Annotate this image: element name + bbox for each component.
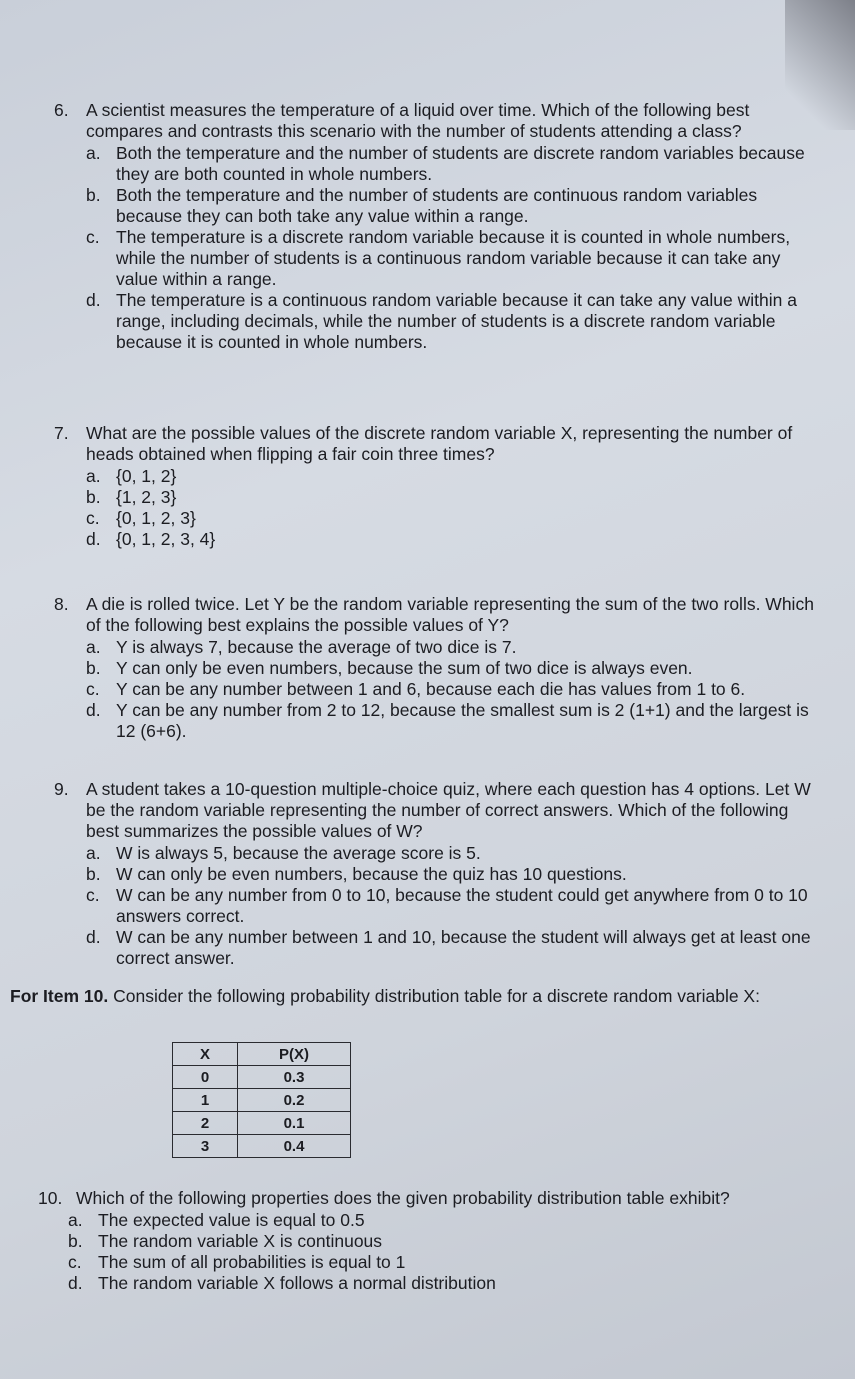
column-header-x: X	[173, 1043, 238, 1066]
table-cell-x: 0	[173, 1066, 238, 1089]
option-letter: d.	[68, 1273, 83, 1293]
question-8	[54, 594, 824, 742]
option-letter: c.	[86, 227, 100, 247]
question-text: What are the possible values of the discrete random variable X, representing the number of heads obtained when flipping a fair coin three times?	[86, 423, 793, 464]
option-text: Y can be any number from 2 to 12, because the smallest sum is 2 (1+1) and the largest is 12 (6+6).	[116, 700, 809, 741]
option-letter: b.	[86, 864, 101, 884]
option-b	[86, 658, 824, 679]
option-text: Y is always 7, because the average of two dice is 7.	[116, 637, 517, 657]
option-a	[86, 143, 824, 185]
option-text: The temperature is a continuous random variable because it can take any value within a range, including decimals, while the number of students is a discrete random variable because it is counted in whole numbers.	[116, 290, 797, 352]
option-text: Y can be any number between 1 and 6, because each die has values from 1 to 6.	[116, 679, 746, 699]
question-text: A student takes a 10-question multiple-choice quiz, where each question has 4 options. Let W be the random variable representing the number of correct answers. Which of the following best summarizes the possible values of W?	[86, 779, 811, 841]
instruction-label: For Item 10.	[10, 986, 109, 1006]
option-letter: d.	[86, 529, 101, 549]
question-number: 10.	[38, 1188, 63, 1208]
question-text: A die is rolled twice. Let Y be the random variable representing the sum of the two rolls. Which of the following best explains the possible values of Y?	[86, 594, 814, 635]
column-header-px: P(X)	[238, 1043, 351, 1066]
table-header-row	[173, 1043, 351, 1066]
question-text: Which of the following properties does the given probability distribution table exhibit?	[76, 1188, 730, 1208]
option-a	[86, 637, 824, 658]
option-letter: d.	[86, 700, 101, 720]
option-c	[86, 227, 824, 290]
option-letter: d.	[86, 927, 101, 947]
table-row	[173, 1135, 351, 1158]
option-text: W can only be even numbers, because the quiz has 10 questions.	[116, 864, 627, 884]
option-letter: a.	[86, 843, 101, 863]
table-row	[173, 1089, 351, 1112]
option-c	[86, 885, 824, 927]
option-text: {0, 1, 2, 3}	[116, 508, 196, 528]
question-text: A scientist measures the temperature of a liquid over time. Which of the following best compares and contrasts this scenario with the number of students attending a class?	[86, 100, 750, 141]
table-cell-x: 1	[173, 1089, 238, 1112]
probability-distribution-table	[172, 1042, 351, 1158]
option-a	[68, 1210, 828, 1231]
option-text: {1, 2, 3}	[116, 487, 177, 507]
question-10	[38, 1188, 828, 1294]
option-text: W can be any number from 0 to 10, because the student could get anywhere from 0 to 10 answers correct.	[116, 885, 808, 926]
option-text: W can be any number between 1 and 10, because the student will always get at least one correct answer.	[116, 927, 811, 968]
table-row	[173, 1066, 351, 1089]
option-letter: c.	[86, 679, 100, 699]
option-letter: a.	[86, 466, 101, 486]
item-10-instructions	[10, 986, 780, 1007]
option-c	[86, 679, 824, 700]
option-a	[86, 843, 824, 864]
option-c	[68, 1252, 828, 1273]
table-cell-x: 3	[173, 1135, 238, 1158]
option-letter: d.	[86, 290, 101, 310]
option-letter: a.	[68, 1210, 83, 1230]
option-letter: b.	[86, 658, 101, 678]
question-number: 6.	[54, 100, 69, 120]
table-cell-px: 0.4	[238, 1135, 351, 1158]
option-d	[86, 927, 824, 969]
option-letter: b.	[86, 487, 101, 507]
table-cell-px: 0.3	[238, 1066, 351, 1089]
option-text: {0, 1, 2}	[116, 466, 177, 486]
option-b	[86, 487, 824, 508]
option-b	[86, 185, 824, 227]
question-6	[54, 100, 824, 353]
option-letter: a.	[86, 143, 101, 163]
option-text: Y can only be even numbers, because the sum of two dice is always even.	[116, 658, 693, 678]
option-letter: c.	[86, 885, 100, 905]
table-cell-px: 0.2	[238, 1089, 351, 1112]
question-number: 8.	[54, 594, 69, 614]
option-text: W is always 5, because the average score is 5.	[116, 843, 481, 863]
question-number: 9.	[54, 779, 69, 799]
table-cell-px: 0.1	[238, 1112, 351, 1135]
question-9	[54, 779, 824, 969]
option-letter: b.	[68, 1231, 83, 1251]
option-d	[68, 1273, 828, 1294]
option-d	[86, 700, 824, 742]
option-text: The expected value is equal to 0.5	[98, 1210, 365, 1230]
option-d	[86, 529, 824, 550]
option-letter: a.	[86, 637, 101, 657]
option-d	[86, 290, 824, 353]
question-7	[54, 423, 824, 550]
option-letter: c.	[68, 1252, 82, 1272]
option-text: The random variable X is continuous	[98, 1231, 383, 1251]
question-number: 7.	[54, 423, 69, 443]
table-row	[173, 1112, 351, 1135]
option-text: Both the temperature and the number of students are continuous random variables because they can both take any value within a range.	[116, 185, 758, 226]
option-a	[86, 466, 824, 487]
instruction-text: Consider the following probability distribution table for a discrete random variable X:	[108, 986, 760, 1006]
option-b	[68, 1231, 828, 1252]
option-letter: b.	[86, 185, 101, 205]
table-cell-x: 2	[173, 1112, 238, 1135]
option-text: The random variable X follows a normal distribution	[98, 1273, 496, 1293]
option-text: The temperature is a discrete random variable because it is counted in whole numbers, while the number of students is a continuous random variable because it can take any value within a range.	[116, 227, 791, 289]
option-text: The sum of all probabilities is equal to 1	[98, 1252, 406, 1272]
option-text: {0, 1, 2, 3, 4}	[116, 529, 216, 549]
option-c	[86, 508, 824, 529]
option-letter: c.	[86, 508, 100, 528]
option-text: Both the temperature and the number of students are discrete random variables because they are both counted in whole numbers.	[116, 143, 805, 184]
option-b	[86, 864, 824, 885]
